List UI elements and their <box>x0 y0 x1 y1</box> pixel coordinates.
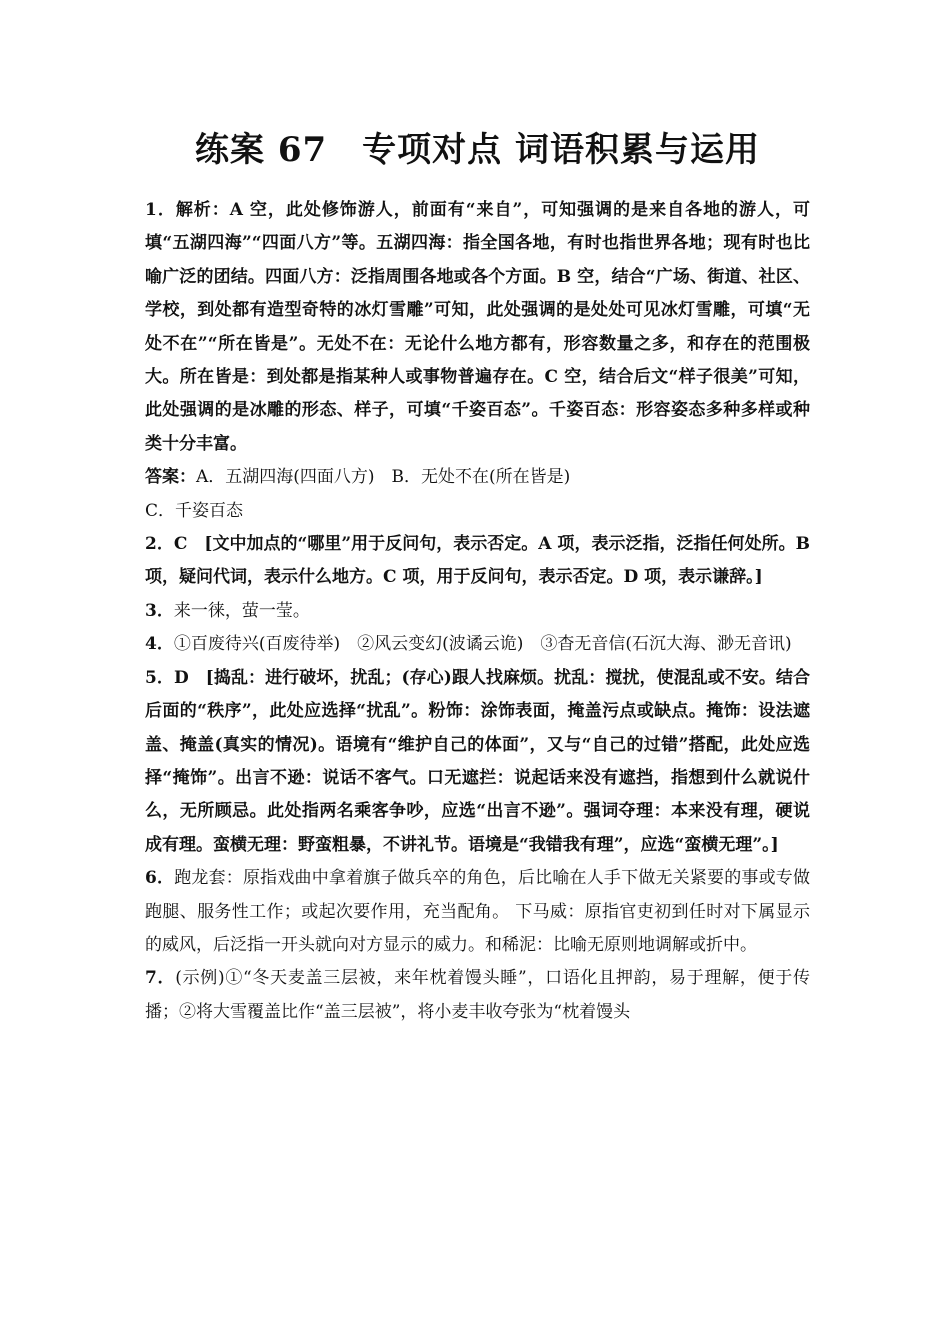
item-2-text: C [文中加点的“哪里”用于反问句，表示否定。A 项，表示泛指，泛指任何处所。B 项，疑问代词，表示什么地方。C 项，用于反问句，表示否定。D 项，表示谦辞。] <box>145 534 810 588</box>
item-3 <box>145 595 810 628</box>
item-3-text: 来一徕，萤一莹。 <box>173 600 310 621</box>
item-2 <box>145 528 810 595</box>
answer-1 <box>145 461 810 494</box>
item-3-number: 3． <box>145 600 174 621</box>
item-7 <box>145 962 810 1029</box>
page-title: 练案 67 专项对点 词语积累与运用 <box>195 130 760 170</box>
item-7-number: 7． <box>145 968 176 989</box>
item-1-number: 1． <box>145 200 176 220</box>
answer-1c-text: C．千姿百态 <box>145 500 244 521</box>
item-5-text: D [捣乱：进行破坏，扰乱；(存心)跟人找麻烦。扰乱：搅扰，使混乱或不安。结合后面的“秩序”，此处应选择“扰乱”。粉饰：涂饰表面，掩盖污点或缺点。掩饰：设法遮盖、掩盖(真实的情况)。语境有“维护自己的体面”，又与“自己的过错”搭配，此处应选择“掩饰”。出言不逊：说话不客气。口无遮拦：说起话来没有遮挡，指想到什么就说什么，无所顾忌。此处指两名乘客争吵，应选“出言不逊”。强词夺理：本来没有理，硬说成有理。蛮横无理：野蛮粗暴，不讲礼节。语境是“我错我有理”，应选“蛮横无理”。] <box>145 667 810 855</box>
answer-1-label: 答案： <box>145 467 196 488</box>
item-7-text: (示例)①“冬天麦盖三层被，来年枕着馒头睡”，口语化且押韵，易于理解，便于传播；②将大雪覆盖比作“盖三层被”，将小麦丰收夸张为“枕着馒头 <box>145 968 810 1022</box>
item-4-text: ①百废待兴(百废待举) ②风云变幻(波谲云诡) ③杳无音信(石沉大海、渺无音讯) <box>173 634 792 655</box>
item-5-number: 5． <box>145 667 174 688</box>
item-6-text: 跑龙套：原指戏曲中拿着旗子做兵卒的角色，后比喻在人手下做无关紧要的事或专做跑腿、服务性工作；或起次要作用，充当配角。 下马威：原指官吏初到任时对下属显示的威风，后泛指一开头就向对方显示的威力。和稀泥：比喻无原则地调解或折中。 <box>145 868 810 955</box>
answer-1-continued <box>145 495 810 528</box>
answer-1-text: A．五湖四海(四面八方) B．无处不在(所在皆是) <box>196 467 571 488</box>
item-6 <box>145 862 810 962</box>
item-6-number: 6． <box>145 868 175 889</box>
item-4 <box>145 628 810 661</box>
document-page <box>145 120 810 1029</box>
item-1 <box>145 194 810 461</box>
item-1-text: A 空，此处修饰游人，前面有“来自”，可知强调的是来自各地的游人，可填“五湖四海”“四面八方”等。五湖四海：指全国各地，有时也指世界各地；现有时也比喻广泛的团结。四面八方：泛指周围各地或各个方面。B 空，结合“广场、街道、社区、学校，到处都有造型奇特的冰灯雪雕”可知，此处强调的是处处可见冰灯雪雕，可填“无处不在”“所在皆是”。无处不在：无论什么地方都有，形容数量之多，和存在的范围极大。所在皆是：到处都是指某种人或事物普遍存在。C 空，结合后文“样子很美”可知，此处强调的是冰雕的形态、样子，可填“千姿百态”。千姿百态：形容姿态多种多样或种类十分丰富。 <box>145 200 810 454</box>
item-5 <box>145 662 810 862</box>
item-4-number: 4． <box>145 634 174 655</box>
item-2-number: 2． <box>145 534 174 555</box>
item-1-label: 解析： <box>175 200 230 220</box>
